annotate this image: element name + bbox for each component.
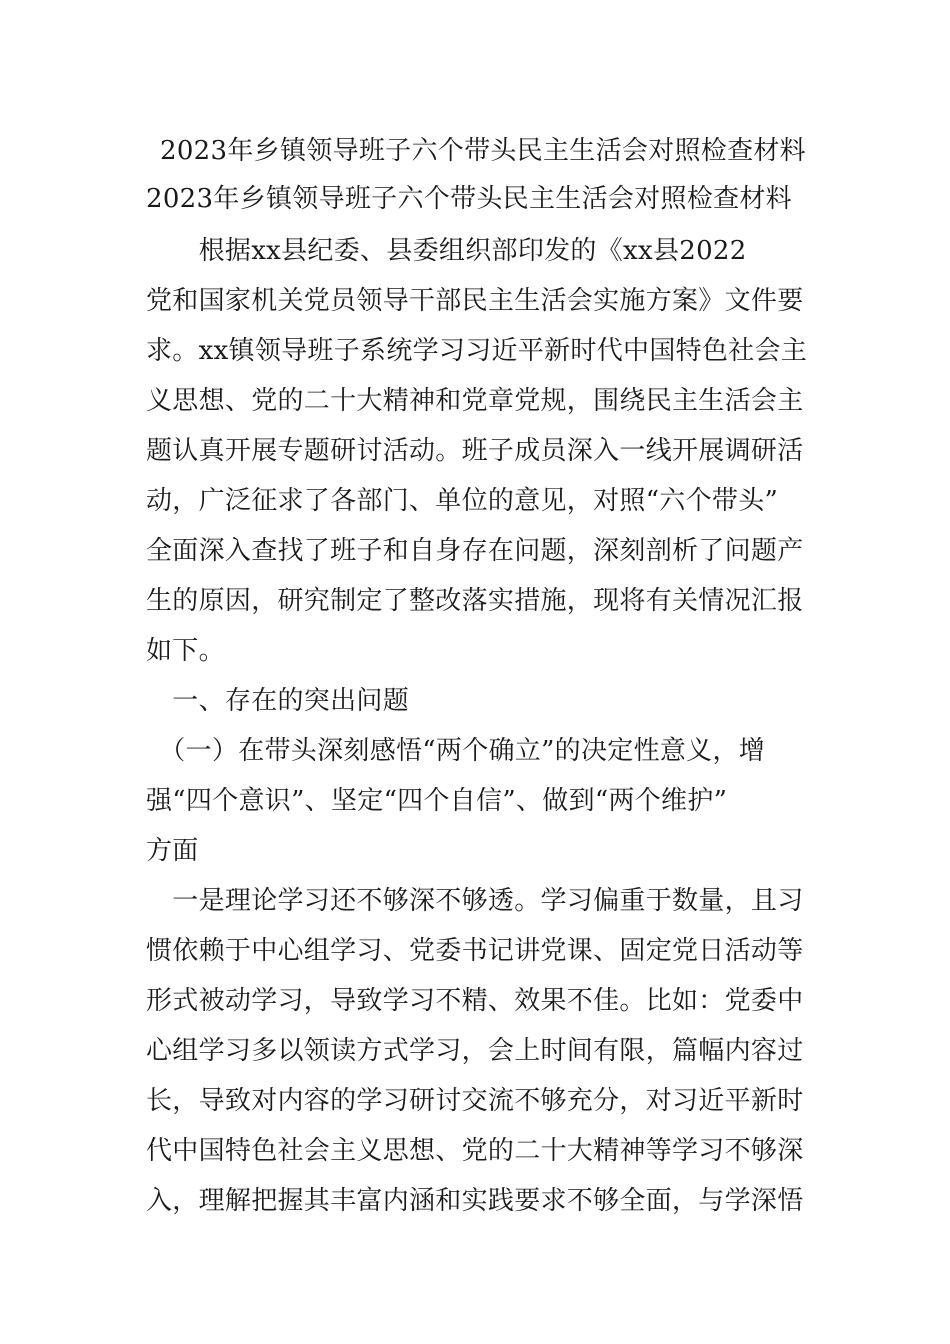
body-line: 如下。 [146, 636, 225, 666]
body-line: 心组学习多以领读方式学习，会上时间有限，篇幅内容过 [146, 1036, 804, 1066]
body-line: 生的原因，研究制定了整改落实措施，现将有关情况汇报 [146, 586, 804, 616]
body-line: 求。xx镇领导班子系统学习习近平新时代中国特色社会主 [146, 336, 808, 366]
document-title: 2023年乡镇领导班子六个带头民主生活会对照检查材料 [160, 136, 806, 166]
body-line: 根据xx县纪委、县委组织部印发的《xx县2022 [146, 236, 747, 266]
body-line: 义思想、党的二十大精神和党章党规，围绕民主生活会主 [146, 386, 804, 416]
subsection-heading: 方面 [146, 836, 199, 866]
body-line: 题认真开展专题研讨活动。班子成员深入一线开展调研活 [146, 436, 804, 466]
body-line: 形式被动学习，导致学习不精、效果不佳。比如：党委中 [146, 986, 804, 1016]
section-heading: 一、存在的突出问题 [146, 686, 410, 716]
body-line: 代中国特色社会主义思想、党的二十大精神等学习不够深 [146, 1136, 804, 1166]
body-line: 入，理解把握其丰富内涵和实践要求不够全面，与学深悟 [146, 1186, 804, 1216]
body-line: 惯依赖于中心组学习、党委书记讲党课、固定党日活动等 [146, 936, 804, 966]
body-line: 长，导致对内容的学习研讨交流不够充分，对习近平新时 [146, 1086, 804, 1116]
body-line: 全面深入查找了班子和自身存在问题，深刻剖析了问题产 [146, 536, 804, 566]
document-title-repeat: 2023年乡镇领导班子六个带头民主生活会对照检查材料 [146, 184, 792, 214]
subsection-heading: （一）在带头深刻感悟“两个确立”的决定性意义，增 [146, 736, 766, 766]
body-line: 一是理论学习还不够深不够透。学习偏重于数量，且习 [146, 886, 804, 916]
subsection-heading: 强“四个意识”、坚定“四个自信”、做到“两个维护” [146, 786, 728, 816]
body-line: 党和国家机关党员领导干部民主生活会实施方案》文件要 [146, 286, 804, 316]
body-line: 动，广泛征求了各部门、单位的意见，对照“六个带头” [146, 486, 779, 516]
